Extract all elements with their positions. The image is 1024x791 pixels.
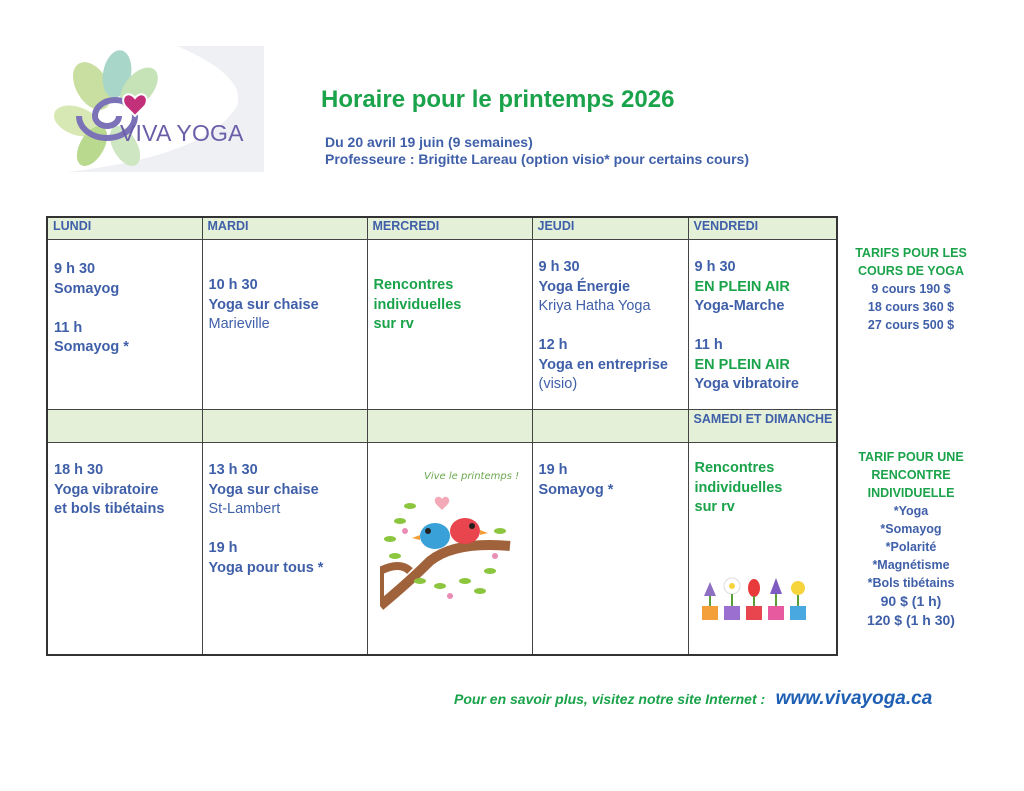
class-time: 13 h 30 (208, 462, 258, 478)
empty-header (47, 410, 202, 443)
footer (454, 688, 932, 710)
class-time: 19 h (208, 540, 238, 556)
empty-header (532, 410, 688, 443)
wednesday-illustration-cell (367, 443, 532, 656)
illustration-caption: Vive le printemps ! (423, 471, 519, 482)
day-header: VENDREDI (688, 217, 837, 240)
course-rates (838, 244, 984, 334)
rate-item: 9 cours 190 $ (871, 282, 951, 296)
class-location: St-Lambert (208, 501, 281, 517)
empty-header (367, 410, 532, 443)
class-name: Somayog * (54, 339, 129, 355)
viva-yoga-logo (47, 46, 264, 172)
class-description: Kriya Hatha Yoga (538, 298, 651, 314)
footer-text: Pour en savoir plus, visitez notre site Internet : (454, 691, 766, 707)
rate-item: 90 $ (1 h) (880, 593, 942, 609)
class-time: 11 h (694, 337, 723, 353)
class-name: Yoga-Marche (694, 298, 785, 314)
appointment-text: Rencontres (694, 460, 775, 476)
class-time: 9 h 30 (54, 261, 96, 277)
weekend-header (688, 410, 837, 443)
session-type: *Yoga (893, 504, 929, 518)
empty-header (202, 410, 367, 443)
tuesday-cell (202, 240, 367, 410)
weekday-row (47, 240, 837, 410)
rates-title: INDIVIDUELLE (867, 486, 955, 500)
class-location: Marieville (208, 316, 270, 332)
teacher-line: Professeure : Brigitte Lareau (option visio* pour certains cours) (325, 151, 749, 167)
class-name: Yoga Énergie (538, 278, 631, 295)
class-name: et bols tibétains (54, 501, 165, 517)
class-name: Yoga vibratoire (54, 481, 159, 498)
class-name: Yoga vibratoire (694, 376, 799, 392)
class-time: 9 h 30 (538, 259, 580, 275)
appointment-text: Rencontres (373, 277, 454, 293)
thursday-evening-cell (532, 443, 688, 656)
class-time: 9 h 30 (694, 259, 736, 275)
weekend-header-text: SAMEDI ET DIMANCHE (693, 412, 833, 426)
class-name: Yoga sur chaise (208, 481, 319, 498)
class-name: Yoga sur chaise (208, 296, 319, 313)
spring-birds-illustration (380, 461, 520, 611)
session-type: *Polarité (885, 540, 937, 554)
class-name: Somayog (54, 280, 120, 297)
class-name: Yoga pour tous * (208, 559, 324, 576)
session-type: *Somayog (880, 522, 942, 536)
logo-text: VIVA YOGA (120, 120, 244, 146)
lotus-logo-graphic (47, 46, 264, 172)
individual-rates (830, 448, 992, 630)
weekend-header-row (47, 410, 837, 443)
outdoor-label: EN PLEIN AIR (694, 278, 790, 295)
evening-row (47, 443, 837, 656)
day-header: MARDI (202, 217, 367, 240)
rate-item: 18 cours 360 $ (867, 300, 955, 314)
rate-item: 27 cours 500 $ (867, 318, 955, 332)
tuesday-evening-cell (202, 443, 367, 656)
day-header-row (47, 217, 837, 240)
class-time: 12 h (538, 337, 568, 353)
flower-pots-illustration (694, 566, 824, 626)
friday-cell (688, 240, 837, 410)
day-header: JEUDI (532, 217, 688, 240)
schedule-table (46, 216, 838, 656)
thursday-cell (532, 240, 688, 410)
class-time: 10 h 30 (208, 277, 258, 293)
session-type: *Magnétisme (872, 558, 950, 572)
rate-item: 120 $ (1 h 30) (867, 612, 955, 628)
appointment-text: individuelles (694, 479, 783, 496)
appointment-text: individuelles (373, 296, 462, 313)
appointment-text: sur rv (373, 316, 414, 332)
session-type: *Bols tibétains (867, 576, 955, 590)
wednesday-cell (367, 240, 532, 410)
rates-title: COURS DE YOGA (857, 264, 965, 278)
class-time: 18 h 30 (54, 462, 104, 478)
class-name: Yoga en entreprise (538, 356, 668, 373)
website-link[interactable]: www.vivayoga.ca (775, 688, 933, 709)
class-description: (visio) (538, 376, 578, 392)
page-title: Horaire pour le printemps 2026 (321, 86, 675, 113)
monday-evening-cell (47, 443, 202, 656)
rates-title: TARIFS POUR LES (855, 246, 967, 260)
monday-cell (47, 240, 202, 410)
appointment-text: sur rv (694, 499, 735, 515)
class-time: 11 h (54, 319, 83, 336)
class-time: 19 h (538, 462, 568, 478)
rates-title: RENCONTRE (871, 468, 951, 482)
class-name: Somayog * (538, 481, 614, 498)
session-dates: Du 20 avril 19 juin (9 semaines) (325, 134, 533, 150)
rates-title: TARIF POUR UNE (858, 450, 964, 464)
day-header: LUNDI (47, 217, 202, 240)
weekend-cell (688, 443, 837, 656)
day-header: MERCREDI (367, 217, 532, 240)
outdoor-label: EN PLEIN AIR (694, 356, 790, 373)
